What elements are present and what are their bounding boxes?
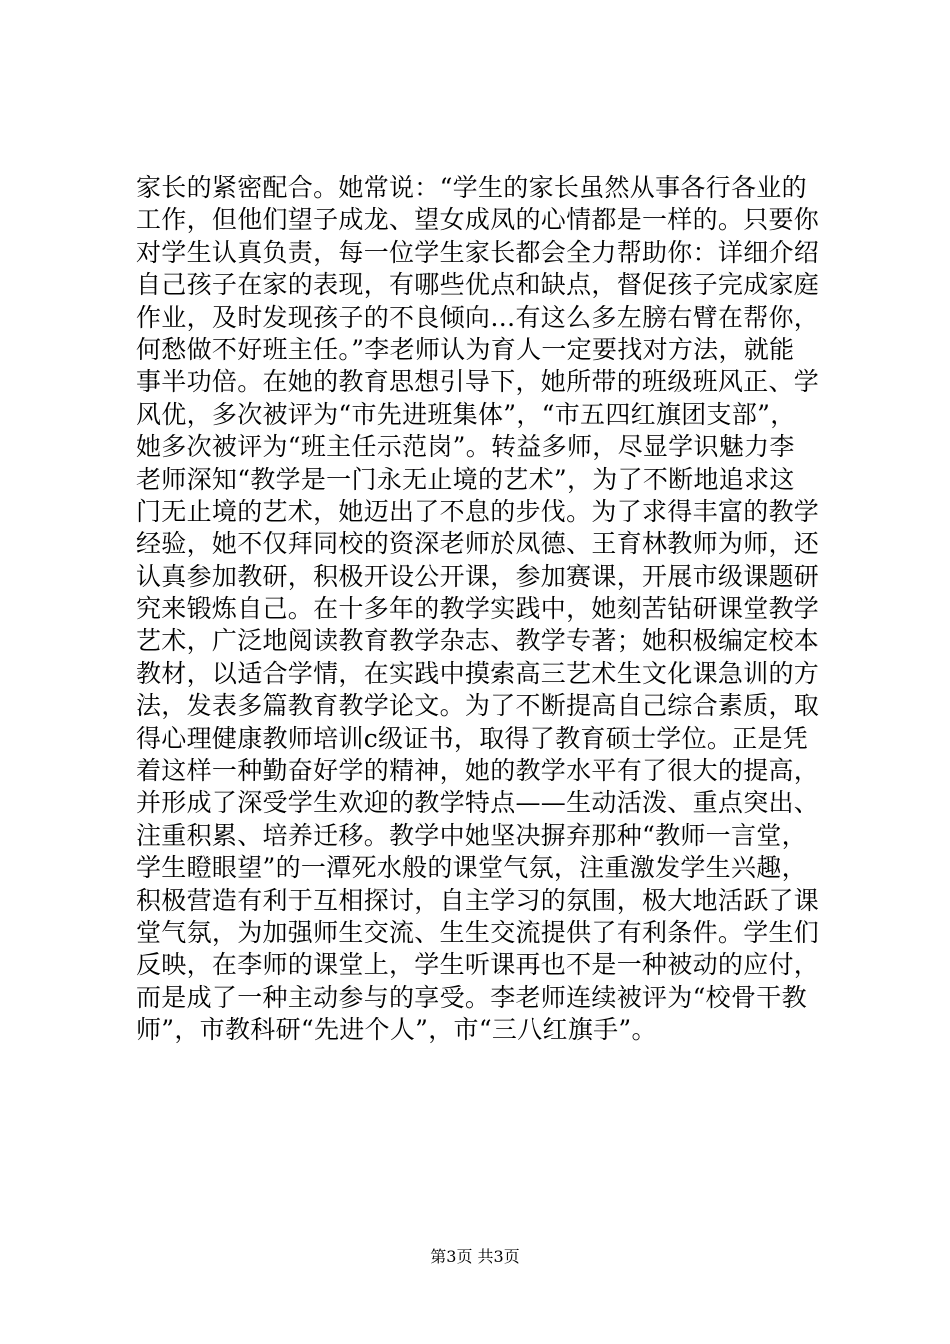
body-line: 艺术，广泛地阅读教育教学杂志、教学专著；她积极编定校本	[136, 626, 820, 656]
body-line: 门无止境的艺术，她迈出了不息的步伐。为了求得丰富的教学	[136, 496, 820, 526]
body-line: 经验，她不仅拜同校的资深老师於凤德、王育林教师为师，还	[136, 529, 820, 559]
body-line: 家长的紧密配合。她常说：“学生的家长虽然从事各行各业的	[136, 173, 807, 202]
body-line: 得心理健康教师培训c级证书，取得了教育硕士学位。正是凭	[136, 723, 809, 753]
body-text	[136, 172, 826, 1047]
page-number-footer: 第3页 共3页	[430, 1247, 520, 1266]
body-line: 对学生认真负责，每一位学生家长都会全力帮助你：详细介绍	[136, 237, 820, 267]
body-line: 法，发表多篇教育教学论文。为了不断提高自己综合素质，取	[136, 691, 820, 721]
body-line: 风优，多次被评为“市先进班集体”，“市五四红旗团支部”，	[136, 399, 796, 429]
body-line: 事半功倍。在她的教育思想引导下，她所带的班级班风正、学	[136, 367, 820, 397]
body-line: 究来锻炼自己。在十多年的教学实践中，她刻苦钻研课堂教学	[136, 594, 820, 624]
body-line: 反映，在李师的课堂上，学生听课再也不是一种被动的应付，	[136, 950, 820, 980]
body-line: 并形成了深受学生欢迎的教学特点——生动活泼、重点突出、	[136, 788, 820, 818]
body-line: 着这样一种勤奋好学的精神，她的教学水平有了很大的提高，	[136, 756, 820, 786]
body-line: 她多次被评为“班主任示范岗”。转益多师，尽显学识魅力李	[136, 432, 795, 462]
body-line: 作业，及时发现孩子的不良倾向…有这么多左膀右臂在帮你，	[136, 302, 820, 332]
body-line: 积极营造有利于互相探讨，自主学习的氛围，极大地活跃了课	[136, 885, 820, 915]
body-line: 而是成了一种主动参与的享受。李老师连续被评为“校骨干教	[136, 982, 807, 1012]
body-line: 自己孩子在家的表现，有哪些优点和缺点，督促孩子完成家庭	[136, 270, 820, 300]
body-line: 注重积累、培养迁移。教学中她坚决摒弃那种“教师一言堂，	[136, 820, 807, 850]
body-line: 老师深知“教学是一门永无止境的艺术”，为了不断地追求这	[136, 464, 795, 494]
body-line: 教材，以适合学情，在实践中摸索高三艺术生文化课急训的方	[136, 658, 820, 688]
body-line: 工作，但他们望子成龙、望女成凤的心情都是一样的。只要你	[136, 205, 820, 235]
body-line: 师”，市教科研“先进个人”，市“三八红旗手”。	[136, 1015, 657, 1045]
body-line: 堂气氛，为加强师生交流、生生交流提供了有利条件。学生们	[136, 917, 820, 947]
body-line: 何愁做不好班主任。”李老师认为育人一定要找对方法，就能	[136, 334, 795, 364]
body-line: 认真参加教研，积极开设公开课，参加赛课，开展市级课题研	[136, 561, 820, 591]
body-line: 学生瞪眼望”的一潭死水般的课堂气氛，注重激发学生兴趣，	[136, 853, 807, 883]
